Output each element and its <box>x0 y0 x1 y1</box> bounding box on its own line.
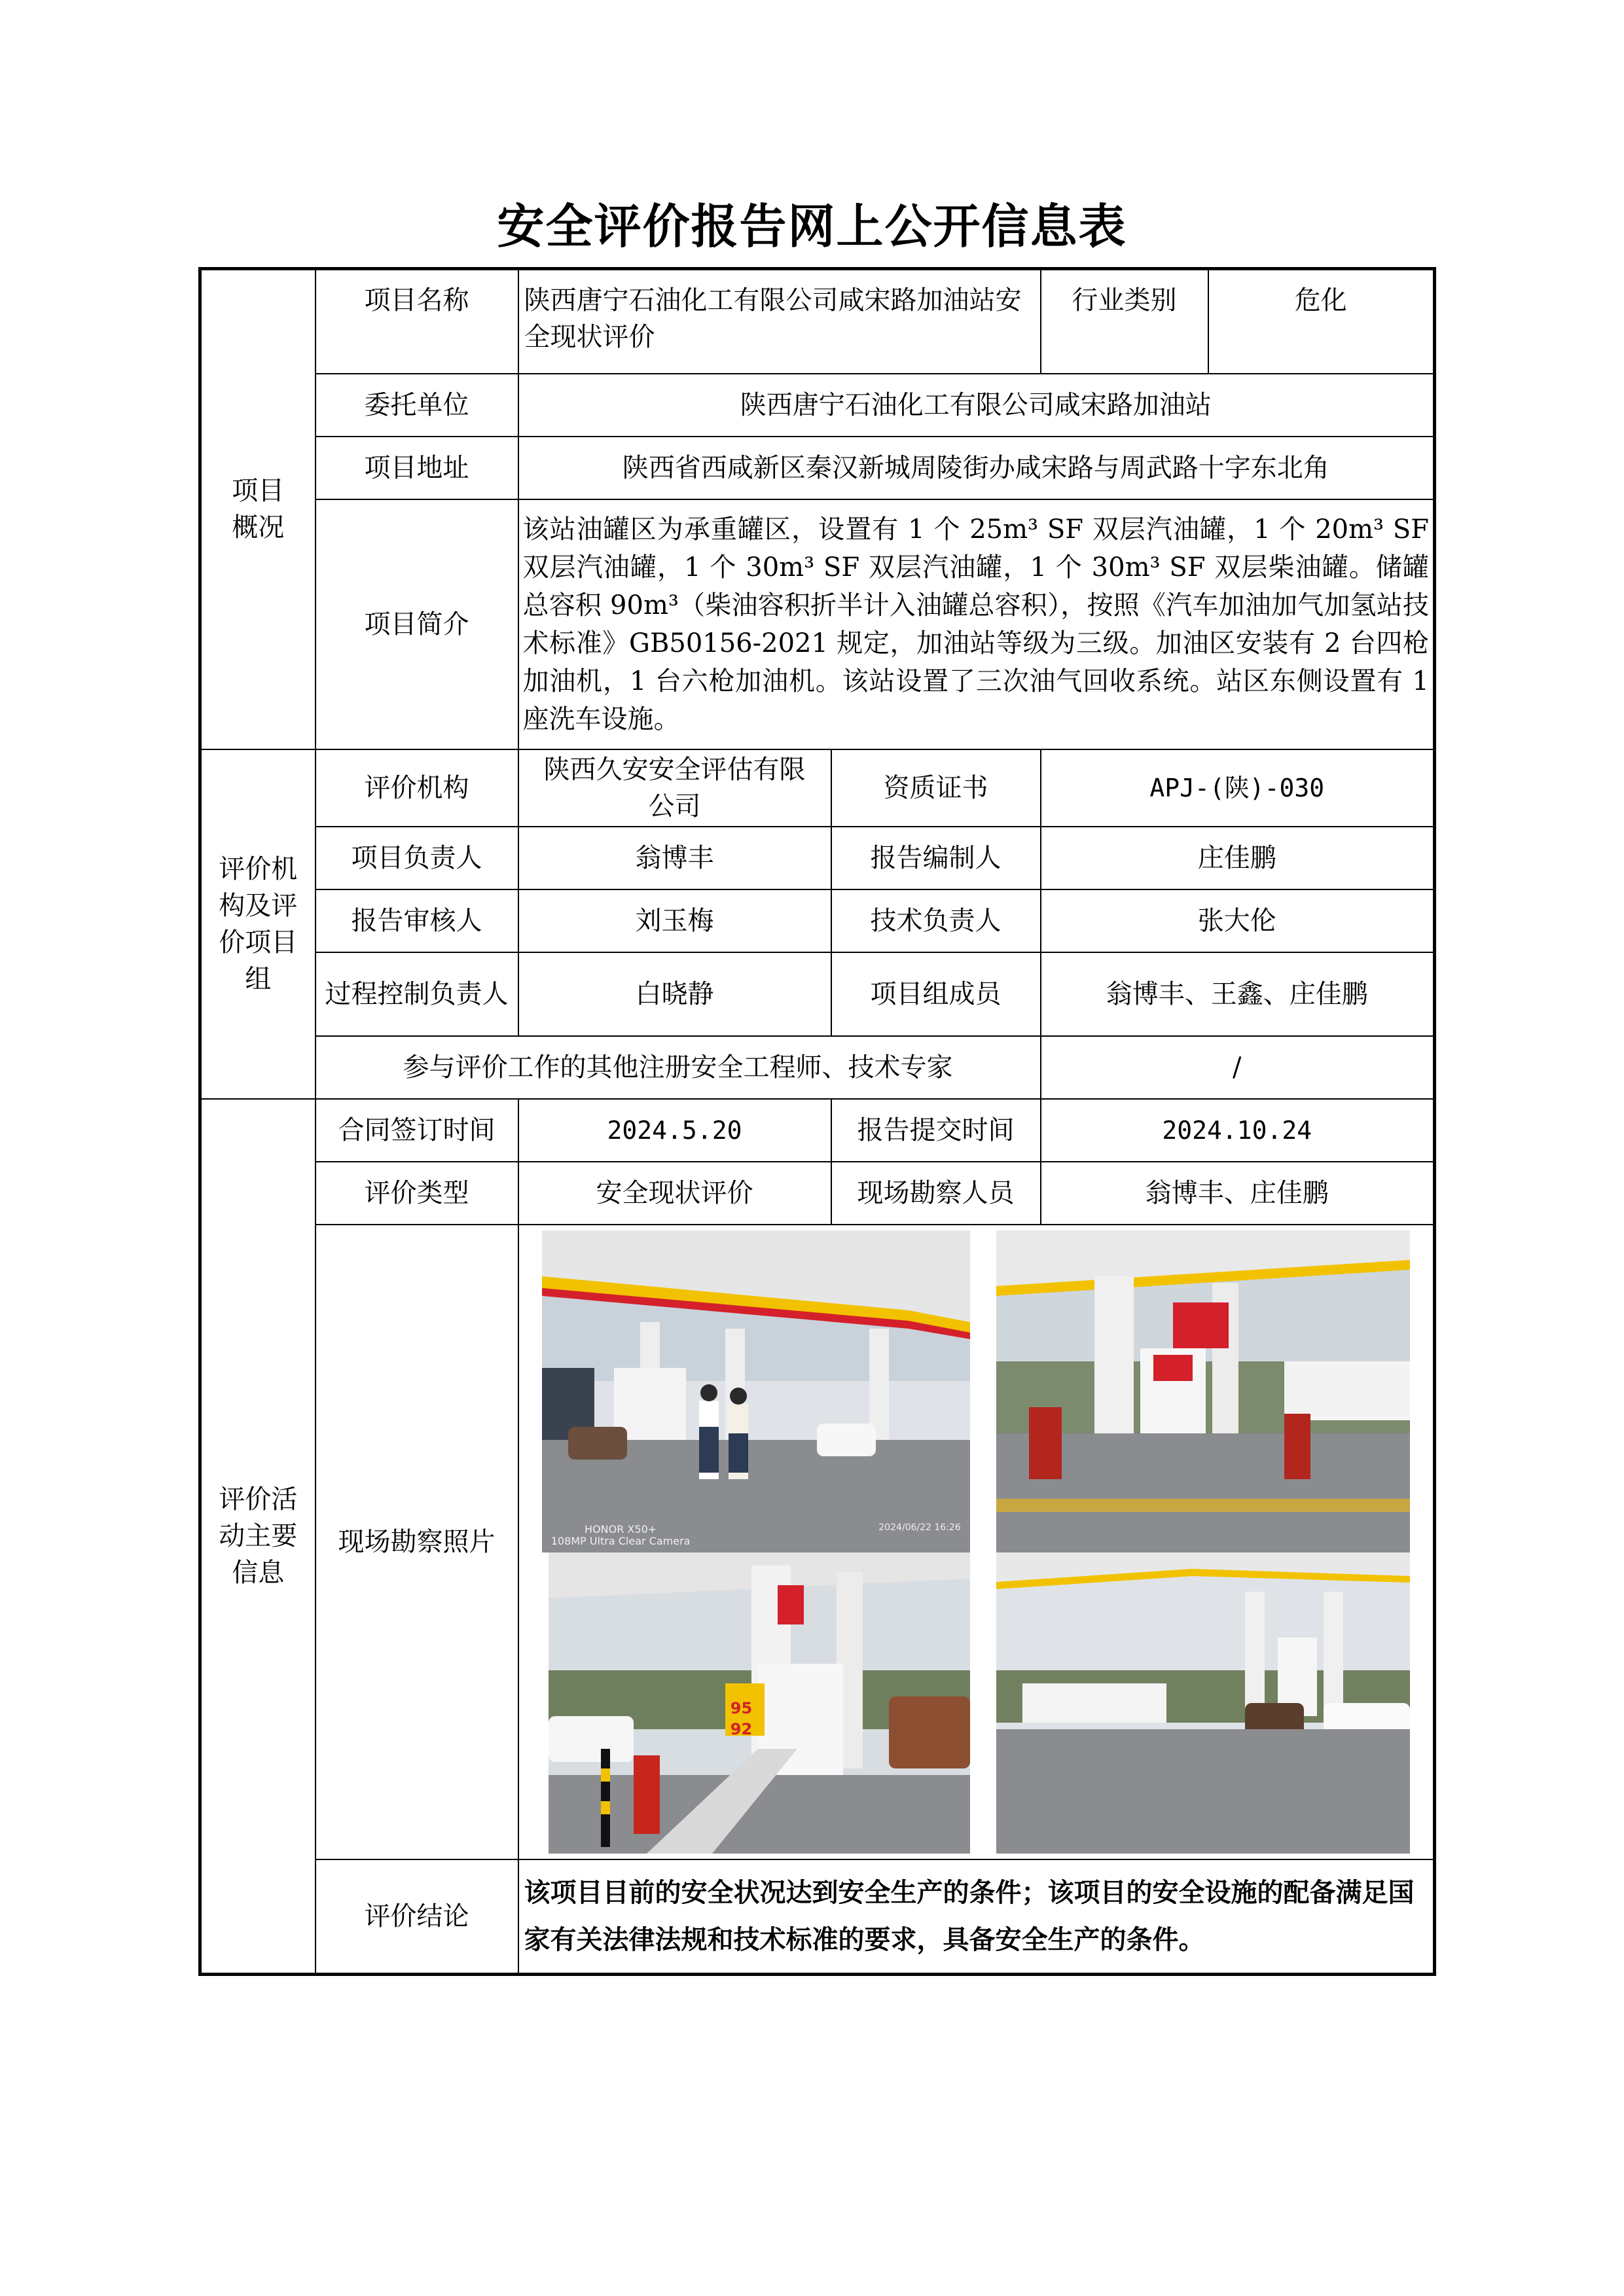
compiler-label: 报告编制人 <box>831 827 1041 889</box>
type-label: 评价类型 <box>316 1162 518 1225</box>
agency: 陕西久安安全评估有限公司 <box>518 749 831 827</box>
site-photo-2 <box>996 1230 1410 1552</box>
price-sign-92: 92 <box>730 1719 753 1738</box>
leader-label: 项目负责人 <box>316 827 518 889</box>
contract-date: 2024.5.20 <box>518 1099 831 1162</box>
leader: 翁博丰 <box>518 827 831 889</box>
inspectors: 翁博丰、庄佳鹏 <box>1041 1162 1435 1225</box>
photo-timestamp: 2024/06/22 16:26 <box>878 1522 961 1533</box>
section-activity: 评价活动主要信息 <box>200 1099 316 1975</box>
tech: 张大伦 <box>1041 889 1435 952</box>
compiler: 庄佳鹏 <box>1041 827 1435 889</box>
intro-label: 项目简介 <box>316 499 518 749</box>
address-label: 项目地址 <box>316 437 518 499</box>
inspectors-label: 现场勘察人员 <box>831 1162 1041 1225</box>
site-photo-4 <box>996 1552 1410 1854</box>
conclusion: 该项目目前的安全状况达到安全生产的条件；该项目的安全设施的配备满足国家有关法律法规和技术标准的要求，具备安全生产的条件。 <box>518 1859 1435 1975</box>
cert: APJ-(陕)-030 <box>1041 749 1435 827</box>
reviewer: 刘玉梅 <box>518 889 831 952</box>
members-label: 项目组成员 <box>831 952 1041 1036</box>
conclusion-label: 评价结论 <box>316 1859 518 1975</box>
page-title: 安全评价报告网上公开信息表 <box>497 198 1127 254</box>
cert-label: 资质证书 <box>831 749 1041 827</box>
project-intro: 该站油罐区为承重罐区，设置有 1 个 25m³ SF 双层汽油罐，1 个 20m³ SF 双层汽油罐，1 个 30m³ SF 双层汽油罐，1 个 30m³ SF 双层柴油罐。储罐总容积 90m³（柴油容积折半计入油罐总容积），按照《汽车加油加气加氢站技术标准》GB50156-2021 规定，加油站等级为三级。加油区安装有 2 台四枪加油机，1 台六枪加油机。该站设置了三次油气回收系统。站区东侧设置有 1 座洗车设施。 <box>518 499 1435 749</box>
client: 陕西唐宁石油化工有限公司咸宋路加油站 <box>518 374 1435 437</box>
others-label: 参与评价工作的其他注册安全工程师、技术专家 <box>316 1036 1041 1099</box>
submit-label: 报告提交时间 <box>831 1099 1041 1162</box>
section-org: 评价机构及评价项目组 <box>200 749 316 1099</box>
members: 翁博丰、王鑫、庄佳鹏 <box>1041 952 1435 1036</box>
photos-cell <box>518 1225 1435 1859</box>
industry-label: 行业类别 <box>1041 269 1208 374</box>
reviewer-label: 报告审核人 <box>316 889 518 952</box>
project-name: 陕西唐宁石油化工有限公司咸宋路加油站安全现状评价 <box>518 269 1041 374</box>
site-photo-3 <box>549 1552 970 1854</box>
price-sign-95: 95 <box>730 1698 753 1717</box>
contract-label: 合同签订时间 <box>316 1099 518 1162</box>
agency-label: 评价机构 <box>316 749 518 827</box>
client-label: 委托单位 <box>316 374 518 437</box>
process: 白晓静 <box>518 952 831 1036</box>
eval-type: 安全现状评价 <box>518 1162 831 1225</box>
project-name-label: 项目名称 <box>316 269 518 374</box>
site-photo-1 <box>542 1230 970 1552</box>
photo-grid <box>529 1228 1423 1856</box>
info-table <box>198 267 1436 1976</box>
photos-label: 现场勘察照片 <box>316 1225 518 1859</box>
photo-watermark: HONOR X50+ 108MP Ultra Clear Camera <box>550 1522 691 1547</box>
others: / <box>1041 1036 1435 1099</box>
address: 陕西省西咸新区秦汉新城周陵街办咸宋路与周武路十字东北角 <box>518 437 1435 499</box>
submit-date: 2024.10.24 <box>1041 1099 1435 1162</box>
section-overview: 项目概况 <box>200 269 316 749</box>
process-label: 过程控制负责人 <box>316 952 518 1036</box>
industry: 危化 <box>1208 269 1435 374</box>
tech-label: 技术负责人 <box>831 889 1041 952</box>
